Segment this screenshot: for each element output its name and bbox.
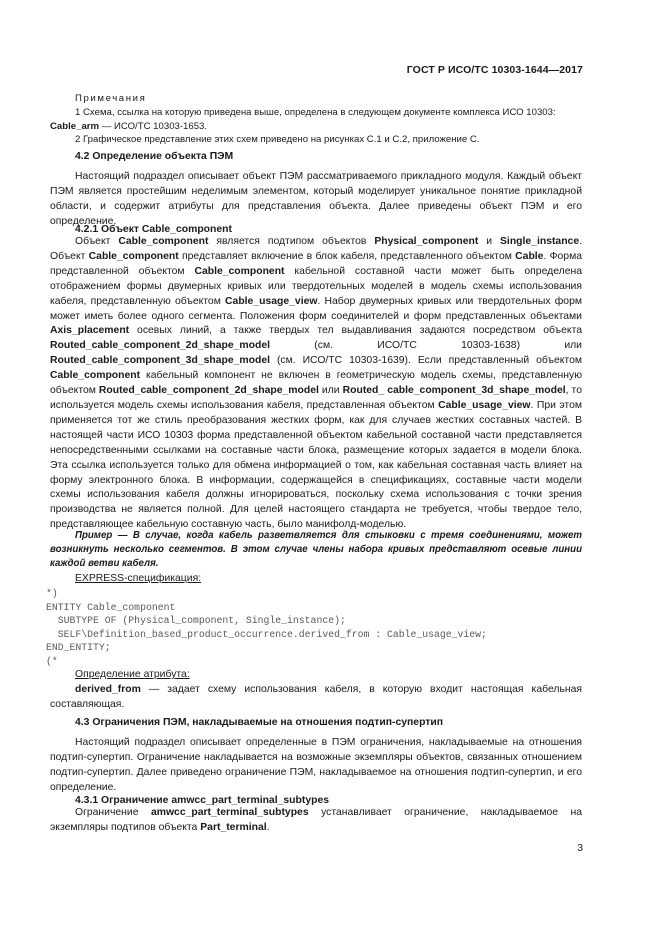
- express-label: EXPRESS-спецификация:: [75, 573, 202, 584]
- section-4-3-1-paragraph: Ограничение amwcc_part_terminal_subtypes устанавливает ограничение, накладываемое на экземпляры подтипов объекта Part_terminal.: [50, 807, 582, 833]
- code-line: END_ENTITY;: [46, 642, 111, 654]
- code-line: (*: [46, 655, 58, 667]
- section-4-3-heading: 4.3 Ограничения ПЭМ, накладываемые на отношения подтип-супертип: [75, 717, 444, 728]
- section-4-2-1: [50, 224, 582, 533]
- section-4-2-1-paragraph: Объект Cable_component является подтипом объектов Physical_component и Single_instance. Объект Cable_component представляет включение в блок кабеля, представленного объектом Cable. Форма представленной объектом Cable_component кабельной составной части может быть определена отображением формы двумерных кривых или твердотельных моделей в модель схемы использования кабеля, представленную объектом Cable_usage_view. Набор двумерных кривых или твердотельных форм может иметь более одного сегмента. Положения форм соединителей и форм представленных объектами Axis_placement осевых линий, а также твердых тел выдавливания задаются посредством объекта Routed_cable_component_2d_shape_model (см. ИСО/ТС 10303-1638) или Routed_cable_component_3d_shape_model (см. ИСО/ТС 10303-1639). Если представленный объектом Cable_component кабельный компонент не включен в геометрическую модель схемы, представленную объектом Routed_cable_component_2d_shape_model или Routed_ cable_component_3d_shape_model, то используется модель схемы использования кабеля, представленная объектом Cable_usage_view. При этом применяется тот же стиль преобразования жестких форм, как для случаев жестких составных частей. В настоящей части ИСО 10303 форма представленной объектом кабельной составной части представляется непосредственными ссылками на составные части блока, размещение которых задается в модели блока. Эта ссылка используется только для обмена информацией о том, как кабельная составная часть влияет на форму электронного блока. В информации, содержащейся в спецификациях, составные части модели схемы использования кабеля должны игнорироваться, поскольку схема использования с точки зрения производства не является полной. Для целей настоящего стандарта не требуется, чтобы твердое тело, представляющее кабельную составную часть, было манифолд-моделью.: [50, 236, 583, 531]
- express-block: [46, 572, 582, 668]
- section-4-3-1: [50, 795, 582, 836]
- attribute-definition: derived_from — задает схему использования кабеля, в которую входит настоящая кабельная составляющая.: [50, 683, 582, 710]
- express-code: [46, 587, 582, 669]
- example-block: [50, 529, 582, 572]
- section-4-3-1-heading: 4.3.1 Ограничение amwcc_part_terminal_subtypes: [75, 795, 329, 806]
- standard-header: ГОСТ Р ИСО/ТС 10303-1644—2017: [406, 64, 583, 76]
- example-text: Пример — В случае, когда кабель разветвляется для стыковки с тремя соединениями, может возникнуть несколько сегментов. В этом случае члены набора кривых представляют осевые линии каждой ветви кабеля.: [50, 530, 583, 570]
- notes-block: [50, 92, 582, 147]
- note-1: 1 Схема, ссылка на которую приведена выше, определена в следующем документе комплекса ИСО 10303:: [75, 106, 556, 118]
- section-4-2-heading: 4.2 Определение объекта ПЭМ: [75, 151, 234, 162]
- code-line: ENTITY Cable_component: [46, 601, 176, 613]
- section-4-3: [50, 717, 582, 796]
- page-number: 3: [577, 843, 583, 854]
- note-2: 2 Графическое представление этих схем приведено на рисунках С.1 и С.2, приложение С.: [75, 134, 480, 146]
- note-1-continuation: Cable_arm — ИСО/ТС 10303-1653.: [50, 120, 208, 132]
- notes-title: Примечания: [75, 93, 147, 104]
- section-4-3-paragraph: Настоящий подраздел описывает определенные в ПЭМ ограничения, накладываемые на отношения подтип-супертип. Ограничение накладывается на возможные экземпляры объектов, связанных отношением подтип-супертип. Далее приведено ограничение ПЭМ, накладываемое на отношения подтип-супертип, и его определение.: [50, 737, 582, 793]
- attribute-label: Определение атрибута:: [75, 669, 190, 680]
- attribute-block: [50, 668, 582, 713]
- section-4-2: [50, 151, 582, 230]
- section-4-2-paragraph: Настоящий подраздел описывает объект ПЭМ рассматриваемого прикладного модуля. Каждый объект ПЭМ является простейшим неделимым элементом, который моделирует уникальное понятие прикладной области, и содержит атрибуты для представления объекта. Далее приведены объект ПЭМ и его определение.: [50, 171, 582, 227]
- code-line: *): [46, 587, 58, 599]
- section-4-2-1-heading: 4.2.1 Объект Cable_component: [75, 224, 232, 235]
- code-line: SELF\Definition_based_product_occurrence.derived_from : Cable_usage_view;: [46, 628, 487, 640]
- code-line: SUBTYPE OF (Physical_component, Single_instance);: [46, 615, 346, 627]
